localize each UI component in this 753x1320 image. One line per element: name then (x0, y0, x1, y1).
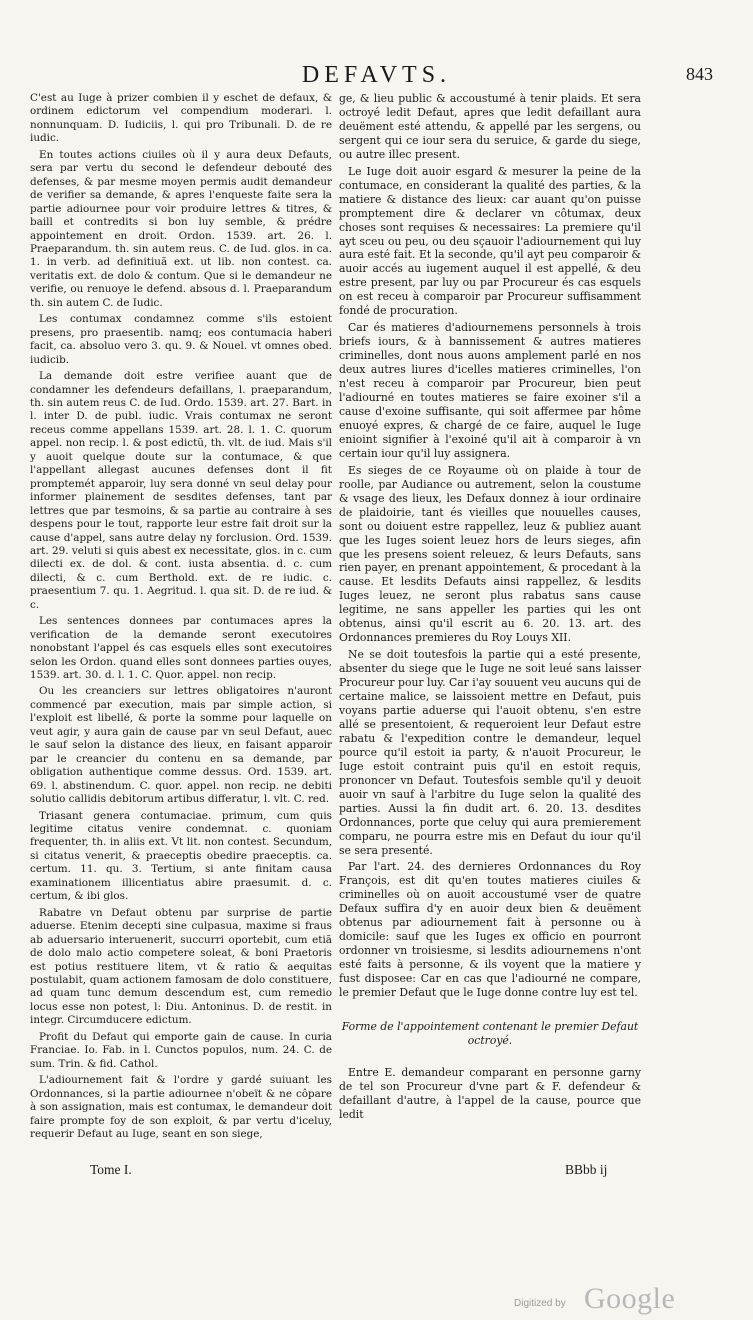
paragraph: L'adiournement fait & l'ordre y gardé suiuant les Ordonnances, si la partie adiournee n'obeït & ne côpare à son assignation, mais est contumax, le demandeur doit faire prompte foy de son exploit, & par vertu d'iceluy, requerir Defaut au Iuge, seant en son siege, (30, 1074, 332, 1140)
left-column (30, 92, 332, 1144)
page-title: DEFAVTS. (301, 62, 452, 88)
paragraph: La demande doit estre verifiee auant que de condamner les defendeurs defaillans, l. praeparandum, th. sin autem reus C. de Iud. Ordo. 1539. art. 27. Bart. in l. inter D. de publ. iudic. Vrais contumax ne seront receus comme appellans 1539. art. 28. l. 1. C. quorum appel. non recip. l. & post edictũ, th. vlt. de iud. Mais s'il y auoit quelque doute sur la contumace, & que l'appellant allegast aucunes defenses dont il fit promptemét apparoir, luy sera donné vn seul delay pour informer plainement de sesdites defenses, tant par lettres que par tesmoins, & sa partie au contraire à ses despens pour le tout, rapporte leur estre fait droit sur la cause d'appel, sans autre delay ny forclusion. Ord. 1539. art. 29. veluti si quis abest ex necessitate, glos. in c. cum dilecti ex. de dol. & cont. iusta absentia. d. c. cum dilecti, & c. cum Berthold. ext. de re iudic. c. praesentium 7. qu. 1. Aegritud. l. qua sit. D. de re iud. & c. (30, 370, 332, 611)
paragraph: Car és matieres d'adiournemens personnels à trois briefs iours, & à bannissement & autres matieres criminelles, dont nous auons amplement parlé en nos deux autres liures d'icelles matieres criminelles, l'on n'est receu à comparoir par Procureur, bien peut l'adiourné en toutes matieres se faire exoiner s'il a cause d'exoine suffisante, qui soit affermee par hôme enuoyé expres, & chargé de ce faire, auquel le Iuge enioint signifier à l'exoiné qu'il ait à comparoir à vn certain iour qu'il luy assignera. (339, 321, 641, 460)
paragraph: C'est au Iuge à prizer combien il y eschet de defaux, & ordinem edictorum vel compendium moderari. l. nonnunquam. D. Iudiciis, l. qui pro Tribunali. D. de re iudic. (30, 92, 332, 145)
paragraph: Es sieges de ce Royaume où on plaide à tour de roolle, par Audiance ou autrement, selon la coustume & vsage des lieux, les Defaux donnez à iour ordinaire de plaidoirie, tant és vieilles que nouuelles causes, sont ou doiuent estre rappellez, leuz & publiez auant que les Iuges soient leuez hors de leurs sieges, afin que les presens soient releuez, & leurs Defauts, sans rien payer, en prenant appointement, & procedant à la cause. Et lesdits Defauts ainsi rappellez, & lesdits Iuges leuez, ne seront plus rabatus sans cause legitime, ne sans appeller les parties qui les ont obtenus, ainsi qu'il escrit au 6. 20. 13. art. des Ordonnances premieres du Roy Louys XII. (339, 463, 641, 645)
paragraph: Profit du Defaut qui emporte gain de cause. In curia Franciae. Io. Fab. in l. Cunctos populos, num. 24. C. de sum. Trin. & fid. Cathol. (30, 1030, 332, 1070)
paragraph: Par l'art. 24. des dernieres Ordonnances du Roy François, est dit qu'en toutes matieres ciuiles & criminelles où on auoit accoustumé vser de quatre Defaux suffira d'y en auoir deux bien & deuëment obtenus par adiournement fait à personne ou à domicile: sauf que les Iuges ex officio en pourront ordonner vn troisiesme, si lesdits adiournemens n'ont esté faits à personne, & ils voyent que la matiere y fust disposee: Car en cas que l'adiourné ne compare, le premier Defaut que le Iuge donne contre luy est tel. (339, 860, 641, 1000)
paragraph: ge, & lieu public & accoustumé à tenir plaids. Et sera octroyé ledit Defaut, apres que ledit defaillant aura deuëment esté attendu, & appellé par les sergens, ou sergent qui ce iour sera du seruice, & garde du siege, ou autre illec present. (339, 92, 641, 161)
paragraph: Ou les creanciers sur lettres obligatoires n'auront commencé par execution, mais par simple action, si l'exploit est libellé, & porte la somme pour laquelle on veut agir, y aura gain de cause par vn seul Defaut, auec le sauf selon la distance des lieux, en faisant apparoir par le creancier du contenu en sa demande, par obligation authentique comme dessus. Ord. 1539. art. 69. l. abstinendum. C. quor. appel. non recip. ne debiti solutio callidis debitorum artibus differatur, l. vlt. C. red. (30, 685, 332, 806)
paragraph: Rabatre vn Defaut obtenu par surprise de partie aduerse. Etenim decepti sine culpasua, maxime si fraus ab aduersario interuenerit, succurri oportebit, cum etiã de dolo malo actio competere soleat, & boni Praetoris est potius restituere litem, vt & ratio & aequitas postulabit, quam actionem famosam de dolo constituere, ad quam tunc demum descendum est, cum remedio locus esse non potest, l: Diu. Antoninus. D. de restit. in integr. Circumducere edictum. (30, 906, 332, 1027)
google-watermark (514, 1282, 704, 1316)
page-number: 843 (686, 64, 713, 84)
digitized-by-label: Digitized by (514, 1298, 566, 1309)
signature-mark: BBbb ij (565, 1162, 608, 1177)
paragraph: Ne se doit toutesfois la partie qui a esté presente, absenter du siege que le Iuge ne soit leué sans laisser Procureur pour luy. Car i'ay souuent veu aucuns qui de certaine malice, se laissoient mettre en Defaut, puis voyans partie aduerse qui l'auoit obtenu, s'en estre allé se presentoient, & requeroient leur Defaut estre rabatu & l'expedition contre le demandeur, lequel pource qu'il estoit ia party, & n'auoit Procureur, le Iuge estoit contraint puis qu'il en estoit requis, prononcer vn Defaut. Toutesfois semble qu'il y deuoit auoir vn sauf à l'arbitre du Iuge selon la qualité des parties. Aussi la fin dudit art. 6. 20. 13. desdites Ordonnances, porte que celuy qui aura premierement comparu, ne pourra estre mis en Defaut du iour qu'il se sera presenté. (339, 648, 641, 857)
paragraph: Les contumax condamnez comme s'ils estoient presens, pro praesentib. namq; eos contumacia haberi facit, ca. absoluo vero 3. qu. 9. & Nouel. vt omnes obed. iudicib. (30, 313, 332, 366)
paragraph: En toutes actions ciuiles où il y aura deux Defauts, sera par vertu du second le defendeur debouté des defenses, & par mesme moyen permis audit demandeur de verifier sa demande, & apres l'enqueste faite sera la partie adiournee pour voir produire lettres & titres, & baill et contredits si bon luy semble, & prédre appointement en droit. Ordon. 1539. art. 26. l. Praeparandum. th. sin autem reus. C. de Iud. glos. in ca. 1. in verb. ad definitiuã ext. ut lib. non contest. ca. veritatis ext. de dolo & contum. Que si le demandeur ne verifie, ou renuoye le defend. absous d. l. Praeparandum th. sin autem C. de Iudic. (30, 148, 332, 309)
google-logo: Google (584, 1282, 676, 1315)
paragraph: Les sentences donnees par contumaces apres la verification de la demande seront executoires nonobstant l'appel és cas esquels elles sont executoires selon les Ordon. quand elles sont donnees parties ouyes, 1539. art. 30. d. l. 1. C. Quor. appel. non recip. (30, 615, 332, 682)
paragraph: Le Iuge doit auoir esgard & mesurer la peine de la contumace, en considerant la qualité des parties, & la matiere & distance des lieux: car auant qu'on puisse promptement dire & declarer vn côtumax, deux choses sont requises & necessaires: La premiere qu'il ayt sceu ou peu, ou deu sçauoir l'adiournement qui luy aura esté fait. Et la seconde, qu'il ayt peu comparoir & auoir accés au iugement auquel il est appellé, & deu estre present, par luy ou par Procureur és cas esquels on est receu à comparoir par Procureur suffisamment fondé de procuration. (339, 164, 641, 318)
paragraph: Entre E. demandeur comparant en personne garny de tel son Procureur d'vne part & F. defendeur & defaillant d'autre, à l'appel de la cause, pource que ledit (339, 1065, 641, 1121)
running-header (30, 58, 723, 92)
tome-label: Tome I. (90, 1162, 132, 1177)
right-column (339, 92, 641, 1125)
paragraph: Triasant genera contumaciae. primum, cum quis legitime citatus venire condemnat. c. quoniam frequenter, th. in aliis ext. Vt lit. non contest. Secundum, si citatus venerit, & praeceptis obedire praeceptis. ca. certum. 11. qu. 3. Tertium, si ante finitam causa examinationem illicentiatus abire praesumit. d. c. certum, & ibi glos. (30, 809, 332, 903)
form-heading: Forme de l'appointement contenant le premier Defaut octroyé. (341, 1020, 639, 1047)
